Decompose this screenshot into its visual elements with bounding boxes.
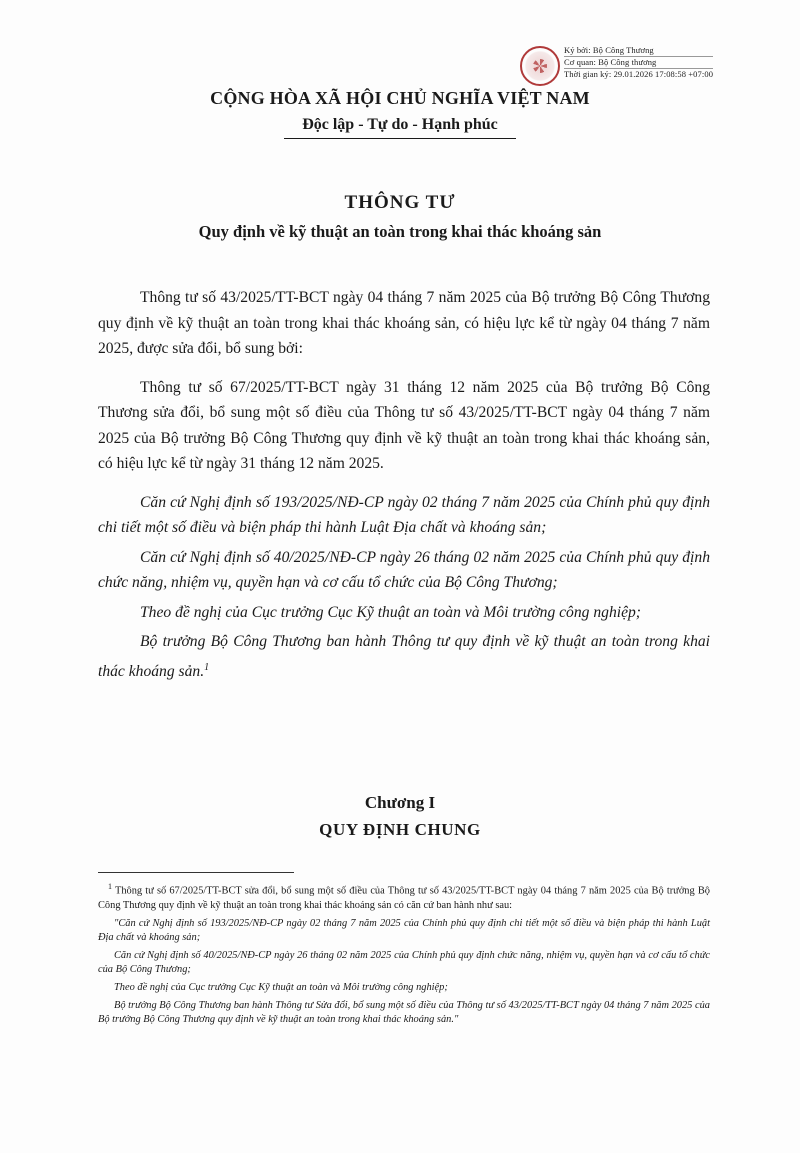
footnote-paragraph-3: Căn cứ Nghị định số 40/2025/NĐ-CP ngày 26 tháng 02 năm 2025 của Chính phủ quy định chức năng, nhiệm vụ, quyền hạn và cơ cấu tổ chức của Bộ Công Thương; [98,949,710,976]
document-subtitle: Quy định về kỹ thuật an toàn trong khai thác khoáng sản [198,222,602,241]
signature-organization: Cơ quan: Bộ Công thương [564,57,713,69]
heading-underline [284,138,516,139]
document-type-label: THÔNG TƯ [344,192,456,213]
footnote-divider [98,872,294,873]
national-heading-line1: CỘNG HÒA XÃ HỘI CHỦ NGHĨA VIỆT NAM [210,88,590,108]
national-heading [0,88,800,139]
footnote-paragraph-4: Theo đề nghị của Cục trưởng Cục Kỹ thuật an toàn và Môi trường công nghiệp; [114,982,448,994]
footnote-paragraph-2: "Căn cứ Nghị định số 193/2025/NĐ-CP ngày 02 tháng 7 năm 2025 của Chính phủ quy định chi tiết một số điều và biện pháp thi hành Luật Địa chất và khoáng sản; [98,917,710,944]
paragraph-proposal: Theo đề nghị của Cục trưởng Cục Kỹ thuật an toàn và Môi trường công nghiệp; [140,603,641,621]
paragraph-basis-40: Căn cứ Nghị định số 40/2025/NĐ-CP ngày 26 tháng 02 năm 2025 của Chính phủ quy định chức năng, nhiệm vụ, quyền hạn và cơ cấu tổ chức của Bộ Công Thương; [98,548,710,591]
footnote-mark: 1 [108,882,112,891]
paragraph-origin-circular: Thông tư số 43/2025/TT-BCT ngày 04 tháng 7 năm 2025 của Bộ trưởng Bộ Công Thương quy định về kỹ thuật an toàn trong khai thác khoáng sản, có hiệu lực kể từ ngày 04 tháng 7 năm 2025, được sửa đổi, bổ sung bởi: [98,289,710,357]
signature-signer: Ký bởi: Bộ Công Thương [564,45,713,57]
chapter-heading [0,793,800,840]
footnote-reference-mark: 1 [204,661,210,673]
signature-info [564,45,713,80]
paragraph-issuance [98,629,710,684]
page-title [0,192,800,242]
red-round-seal-icon [520,46,560,86]
paragraph-basis-193: Căn cứ Nghị định số 193/2025/NĐ-CP ngày 02 tháng 7 năm 2025 của Chính phủ quy định chi tiết một số điều và biện pháp thi hành Luật Địa chất và khoáng sản; [98,493,710,536]
digital-signature-block [520,45,750,86]
signature-timestamp: Thời gian ký: 29.01.2026 17:08:58 +07:00 [564,69,714,79]
document-body [98,285,710,688]
footnote-paragraph-1-text: Thông tư số 67/2025/TT-BCT sửa đổi, bổ sung một số điều của Thông tư số 43/2025/TT-BCT ngày 04 tháng 7 năm 2025 của Bộ trưởng Bộ Công Thương quy định về kỹ thuật an toàn trong khai thác khoáng sản có căn cứ ban hành như sau: [98,885,710,912]
paragraph-issuance-text: Bộ trưởng Bộ Công Thương ban hành Thông tư quy định về kỹ thuật an toàn trong khai thác khoáng sản. [98,633,710,680]
chapter-name: QUY ĐỊNH CHUNG [319,820,481,839]
chapter-number: Chương I [364,793,436,812]
footnote-block [98,872,710,1031]
paragraph-amending-circular: Thông tư số 67/2025/TT-BCT ngày 31 tháng 12 năm 2025 của Bộ trưởng Bộ Công Thương sửa đổi, bổ sung một số điều của Thông tư số 43/2025/TT-BCT ngày 04 tháng 7 năm 2025 của Bộ trưởng Bộ Công Thương quy định về kỹ thuật an toàn trong khai thác khoáng sản, có hiệu lực kể từ ngày 31 tháng 12 năm 2025. [98,378,710,472]
footnote-paragraph-1 [98,880,710,914]
national-heading-line2: Độc lập - Tự do - Hạnh phúc [302,116,498,133]
footnote-paragraph-5: Bộ trưởng Bộ Công Thương ban hành Thông tư Sửa đổi, bổ sung một số điều của Thông tư số 43/2025/TT-BCT ngày 04 tháng 7 năm 2025 của Bộ trưởng Bộ Công Thương quy định về kỹ thuật an toàn trong khai thác khoáng sản." [98,999,710,1026]
footnote-text [98,880,710,1028]
